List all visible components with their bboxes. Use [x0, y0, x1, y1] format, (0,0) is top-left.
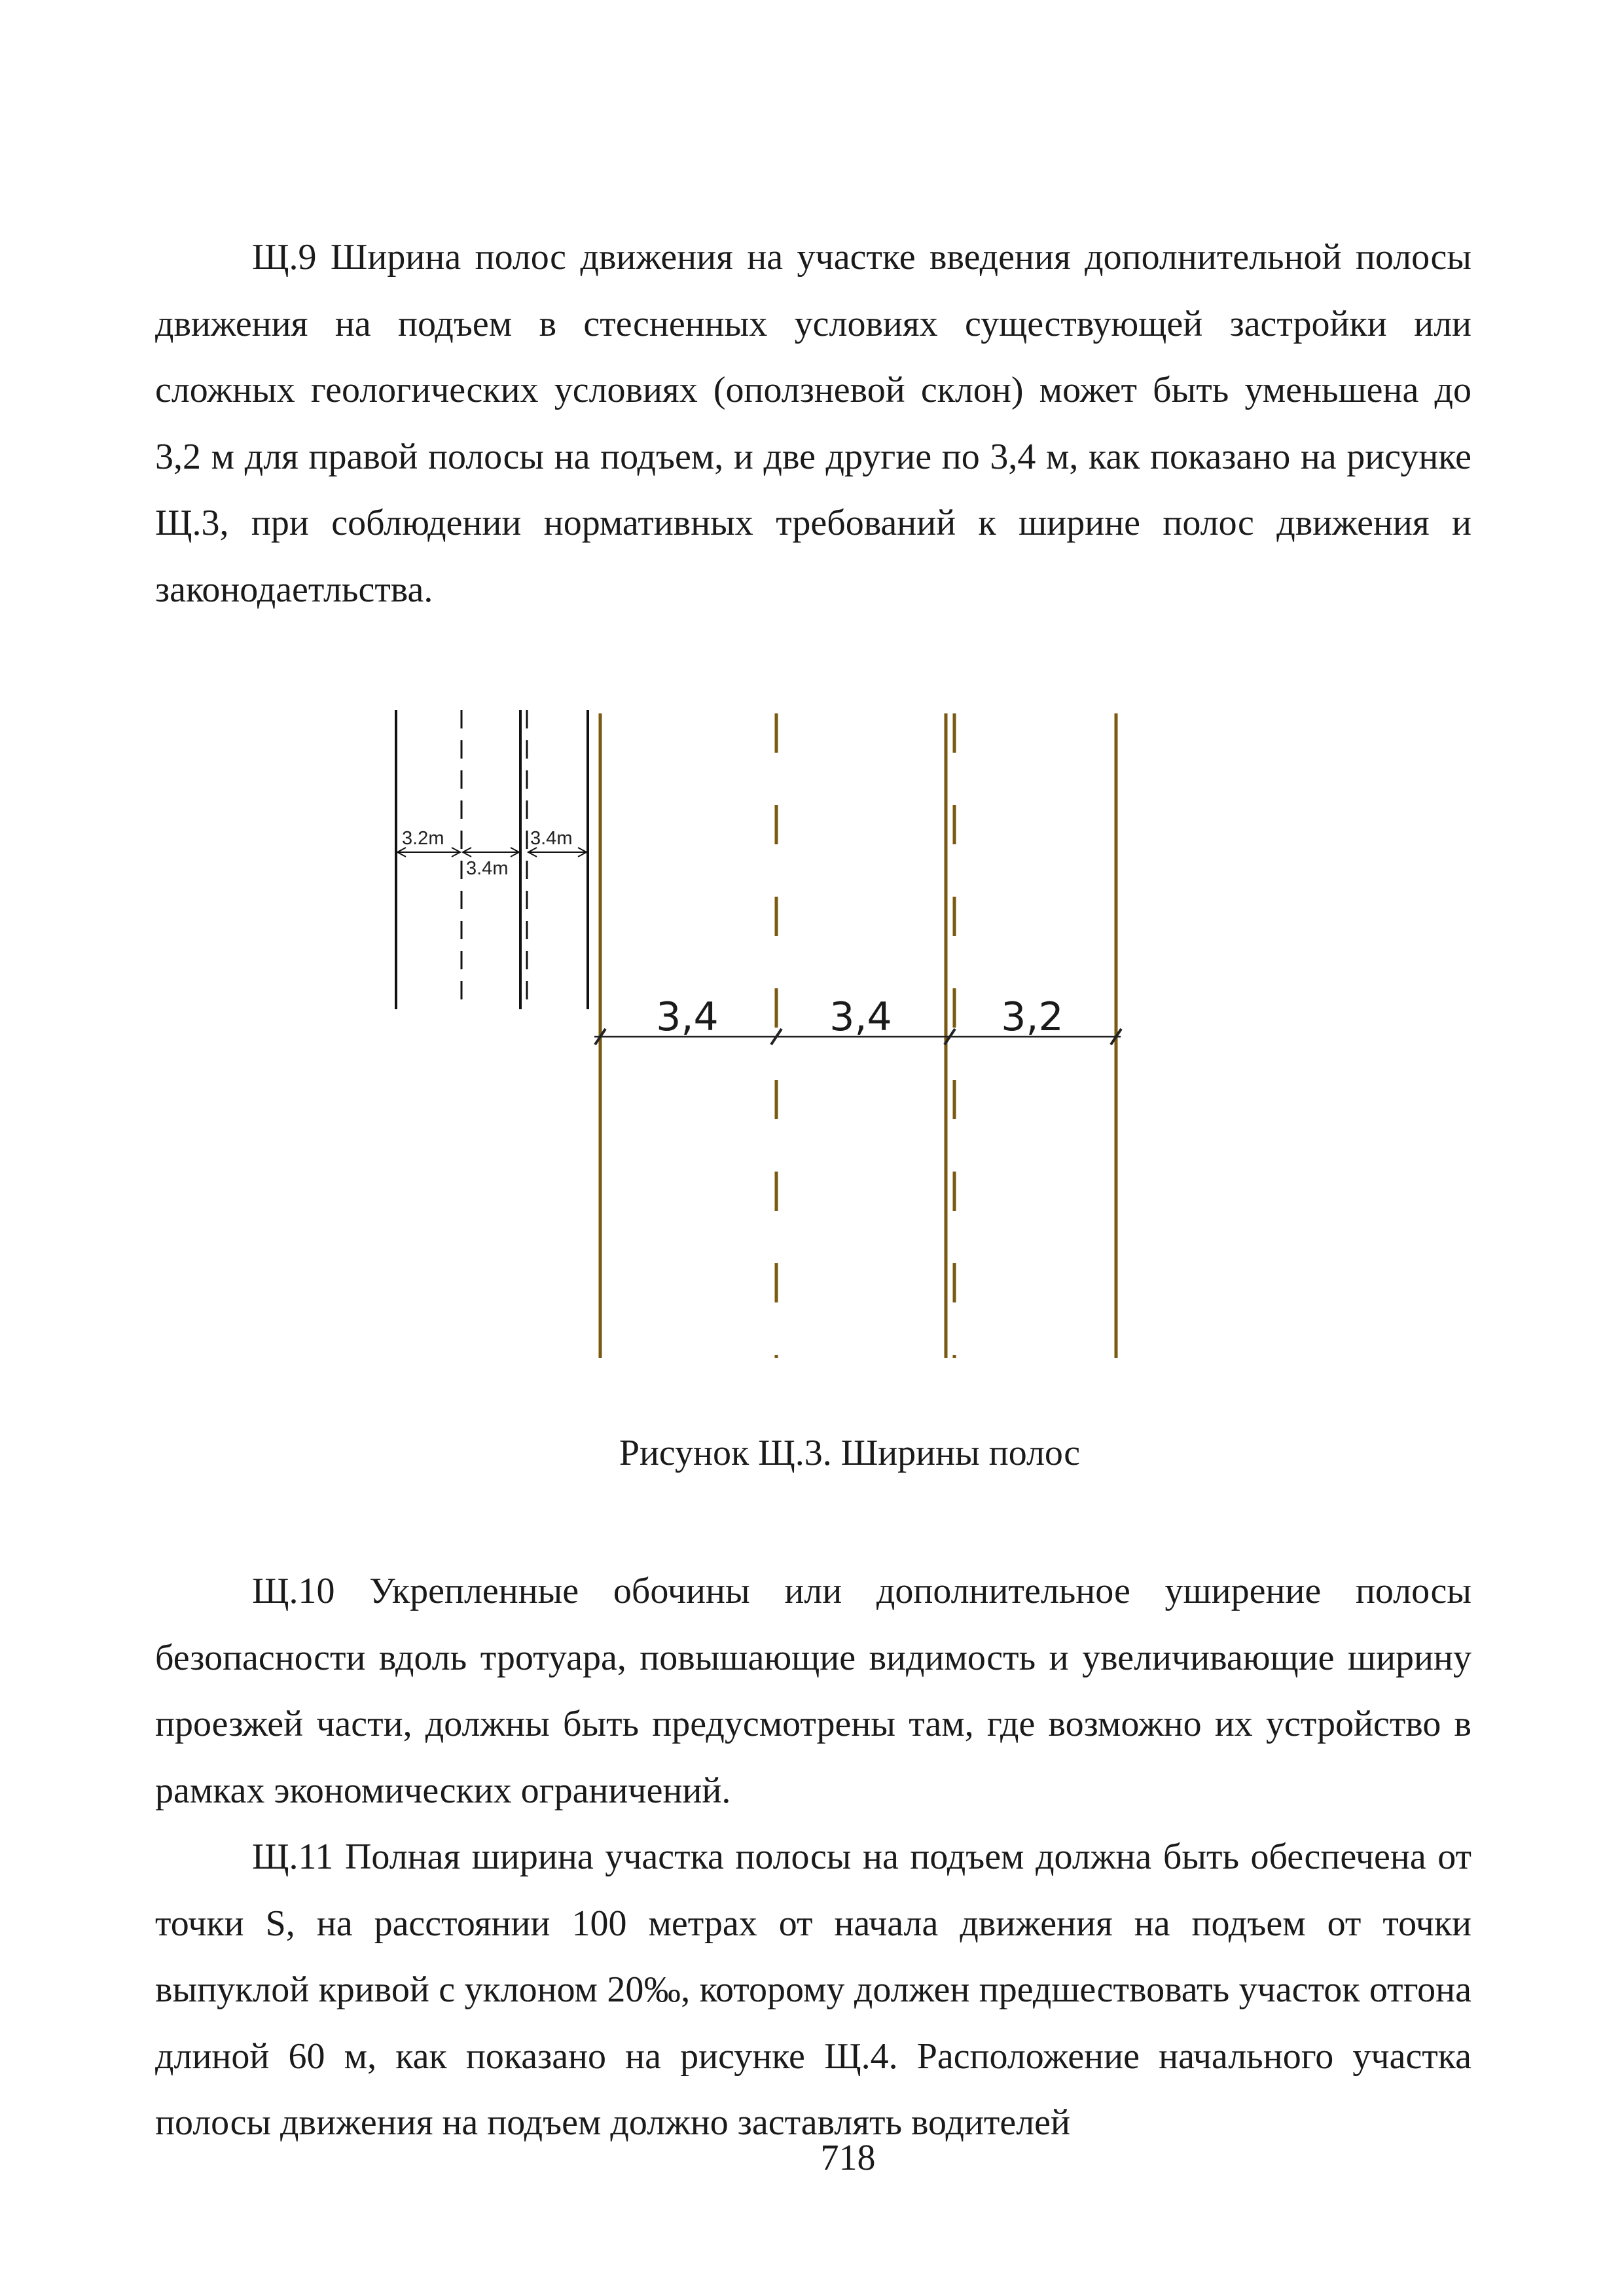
lane-width-label-3: 3,2: [1001, 994, 1064, 1040]
small-label-3-2m: 3.2m: [402, 828, 444, 849]
paragraph-shch10-text: Щ.10 Укрепленные обочины или дополнительное уширение полосы безопасности вдоль тротуара, повышающие видимость и увеличивающие ширину проезжей части, должны быть предусмотрены там, где возможно их устройство в рамках экономических ограничений.: [155, 1571, 1471, 1811]
paragraph-shch10: [155, 1558, 1471, 1824]
small-label-3-4m-right: 3.4m: [530, 828, 573, 849]
lane-width-label-1: 3,4: [656, 994, 719, 1040]
paragraph-shch11-text: Щ.11 Полная ширина участка полосы на подъем должна быть обеспечена от точки S, на расстоянии 100 метрах от начала движения на подъем от точки выпуклой кривой с уклоном 20‰, которому должен предшествовать участок отгона длиной 60 м, как показано на рисунке Щ.4. Расположение начального участка полосы движения на подъем должно заставлять водителей: [155, 1837, 1471, 2143]
paragraph-shch9-text: Щ.9 Ширина полос движения на участке введения дополнительной полосы движения на подъем в стесненных условиях существующей застройки или сложных геологических условиях (оползневой склон) может быть уменьшена до 3,2 м для правой полосы на подъем, и две другие по 3,4 м, как показано на рисунке Щ.3, при соблюдении нормативных требований к ширине полос движения и законодаетльства.: [155, 237, 1471, 610]
page-number: 718: [820, 2138, 876, 2178]
lane-width-label-2: 3,4: [829, 994, 892, 1040]
figure-caption: Рисунок Щ.3. Ширины полос: [619, 1433, 1081, 1473]
small-label-3-4m-middle: 3.4m: [466, 858, 509, 879]
paragraph-shch11: [155, 1824, 1471, 2157]
